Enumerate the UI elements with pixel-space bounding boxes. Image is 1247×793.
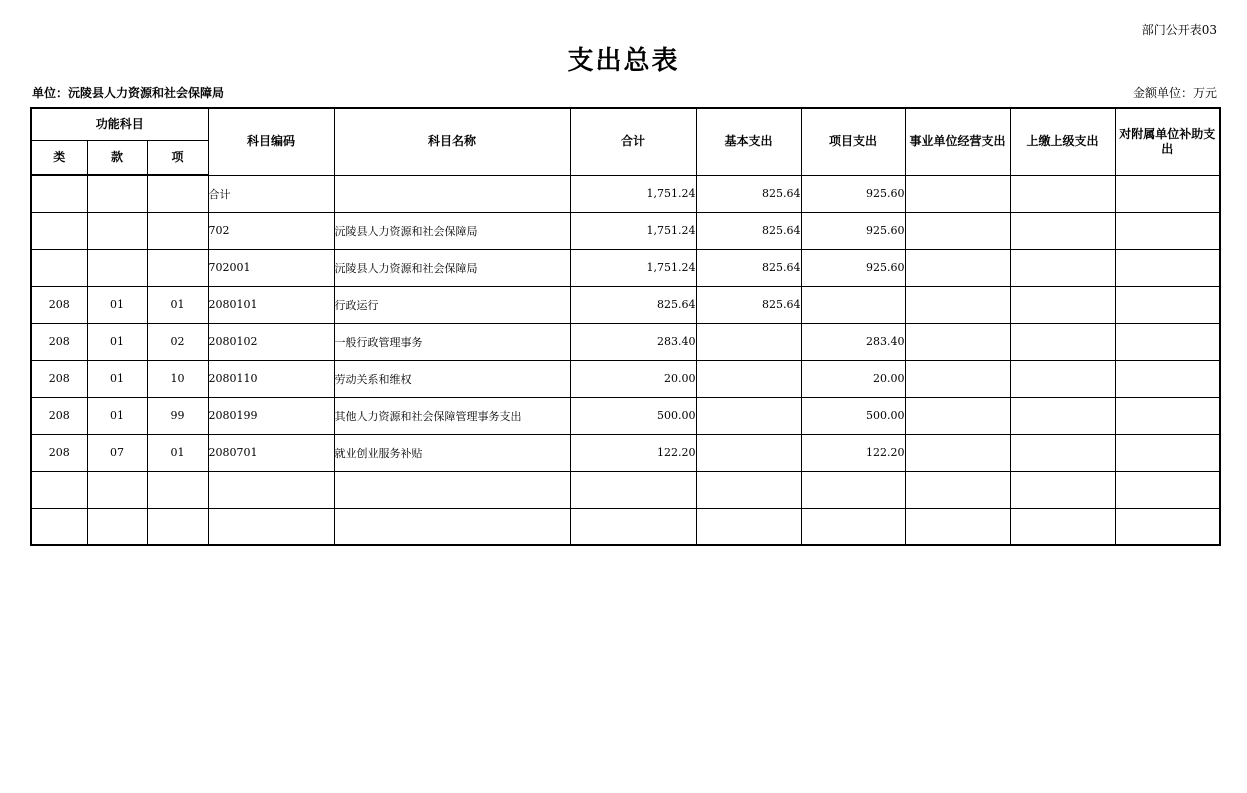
- cell-subject-name: [334, 471, 570, 508]
- cell-total: 1,751.24: [570, 175, 696, 212]
- cell-basic-expenditure: [696, 508, 801, 545]
- table-row: [31, 175, 1220, 212]
- cell-lei: 208: [31, 323, 87, 360]
- cell-xiang: 99: [147, 397, 208, 434]
- header-subject-code: 科目编码: [208, 108, 334, 175]
- cell-upper-payment: [1010, 249, 1115, 286]
- header-lei: 类: [31, 141, 87, 176]
- header-kuan: 款: [87, 141, 147, 176]
- cell-upper-payment: [1010, 323, 1115, 360]
- cell-subsidy-expenditure: [1115, 434, 1220, 471]
- cell-subject-code: 2080101: [208, 286, 334, 323]
- cell-business-expenditure: [905, 508, 1010, 545]
- table-row: [31, 508, 1220, 545]
- cell-lei: [31, 212, 87, 249]
- cell-business-expenditure: [905, 323, 1010, 360]
- cell-project-expenditure: 925.60: [801, 212, 905, 249]
- header-basic-expenditure: 基本支出: [696, 108, 801, 175]
- cell-basic-expenditure: 825.64: [696, 249, 801, 286]
- cell-upper-payment: [1010, 212, 1115, 249]
- cell-project-expenditure: [801, 471, 905, 508]
- cell-subject-code: 合计: [208, 175, 334, 212]
- cell-xiang: 01: [147, 434, 208, 471]
- header-function-subject: 功能科目: [31, 108, 208, 141]
- cell-kuan: 07: [87, 434, 147, 471]
- cell-subsidy-expenditure: [1115, 212, 1220, 249]
- table-body: [31, 175, 1220, 545]
- cell-subsidy-expenditure: [1115, 360, 1220, 397]
- cell-basic-expenditure: [696, 397, 801, 434]
- cell-kuan: 01: [87, 397, 147, 434]
- cell-subsidy-expenditure: [1115, 508, 1220, 545]
- header-xiang: 项: [147, 141, 208, 176]
- cell-upper-payment: [1010, 286, 1115, 323]
- cell-kuan: [87, 471, 147, 508]
- cell-subject-name: 沅陵县人力资源和社会保障局: [334, 212, 570, 249]
- cell-upper-payment: [1010, 508, 1115, 545]
- cell-total: 283.40: [570, 323, 696, 360]
- cell-lei: 208: [31, 360, 87, 397]
- cell-project-expenditure: 925.60: [801, 175, 905, 212]
- cell-business-expenditure: [905, 397, 1010, 434]
- cell-subsidy-expenditure: [1115, 323, 1220, 360]
- cell-upper-payment: [1010, 434, 1115, 471]
- cell-business-expenditure: [905, 249, 1010, 286]
- cell-subject-code: 2080199: [208, 397, 334, 434]
- cell-subject-code: 2080110: [208, 360, 334, 397]
- cell-subject-code: 702001: [208, 249, 334, 286]
- header-subject-name: 科目名称: [334, 108, 570, 175]
- cell-subject-code: 2080102: [208, 323, 334, 360]
- cell-kuan: [87, 508, 147, 545]
- cell-basic-expenditure: [696, 434, 801, 471]
- cell-total: [570, 508, 696, 545]
- cell-kuan: 01: [87, 323, 147, 360]
- cell-subject-code: [208, 471, 334, 508]
- table-row: [31, 249, 1220, 286]
- cell-total: [570, 471, 696, 508]
- cell-xiang: [147, 249, 208, 286]
- cell-subsidy-expenditure: [1115, 286, 1220, 323]
- cell-xiang: [147, 212, 208, 249]
- cell-xiang: [147, 175, 208, 212]
- cell-kuan: [87, 212, 147, 249]
- cell-project-expenditure: [801, 508, 905, 545]
- cell-kuan: 01: [87, 360, 147, 397]
- cell-business-expenditure: [905, 471, 1010, 508]
- cell-subject-name: [334, 508, 570, 545]
- cell-total: 825.64: [570, 286, 696, 323]
- cell-business-expenditure: [905, 286, 1010, 323]
- cell-subject-code: 2080701: [208, 434, 334, 471]
- cell-xiang: 01: [147, 286, 208, 323]
- header-upper-payment: 上缴上级支出: [1010, 108, 1115, 175]
- table-row: [31, 397, 1220, 434]
- header-business-expenditure: 事业单位经营支出: [905, 108, 1010, 175]
- cell-lei: [31, 249, 87, 286]
- table-row: [31, 360, 1220, 397]
- page-title: 支出总表: [567, 46, 680, 76]
- cell-total: 20.00: [570, 360, 696, 397]
- cell-xiang: 10: [147, 360, 208, 397]
- cell-total: 1,751.24: [570, 212, 696, 249]
- cell-business-expenditure: [905, 434, 1010, 471]
- cell-xiang: 02: [147, 323, 208, 360]
- cell-kuan: [87, 249, 147, 286]
- table-row: [31, 471, 1220, 508]
- cell-total: 1,751.24: [570, 249, 696, 286]
- cell-kuan: 01: [87, 286, 147, 323]
- header-total: 合计: [570, 108, 696, 175]
- amount-unit-label: 金额单位：万元: [1132, 86, 1217, 100]
- cell-subsidy-expenditure: [1115, 397, 1220, 434]
- cell-basic-expenditure: 825.64: [696, 175, 801, 212]
- cell-xiang: [147, 471, 208, 508]
- cell-subsidy-expenditure: [1115, 249, 1220, 286]
- cell-subject-code: 702: [208, 212, 334, 249]
- header-subsidy-expenditure: 对附属单位补助支出: [1115, 108, 1220, 175]
- cell-lei: [31, 471, 87, 508]
- cell-project-expenditure: 122.20: [801, 434, 905, 471]
- cell-subject-name: [334, 175, 570, 212]
- cell-basic-expenditure: [696, 471, 801, 508]
- cell-project-expenditure: 500.00: [801, 397, 905, 434]
- cell-basic-expenditure: [696, 323, 801, 360]
- cell-xiang: [147, 508, 208, 545]
- cell-total: 122.20: [570, 434, 696, 471]
- cell-upper-payment: [1010, 360, 1115, 397]
- cell-lei: 208: [31, 286, 87, 323]
- cell-upper-payment: [1010, 175, 1115, 212]
- cell-lei: 208: [31, 397, 87, 434]
- cell-project-expenditure: [801, 286, 905, 323]
- table-row: [31, 286, 1220, 323]
- cell-basic-expenditure: 825.64: [696, 286, 801, 323]
- table-row: [31, 434, 1220, 471]
- cell-lei: [31, 508, 87, 545]
- cell-subject-name: 一般行政管理事务: [334, 323, 570, 360]
- cell-lei: [31, 175, 87, 212]
- cell-total: 500.00: [570, 397, 696, 434]
- cell-subsidy-expenditure: [1115, 175, 1220, 212]
- document-code: 部门公开表03: [1141, 23, 1217, 37]
- cell-subject-code: [208, 508, 334, 545]
- cell-upper-payment: [1010, 397, 1115, 434]
- cell-subject-name: 行政运行: [334, 286, 570, 323]
- cell-upper-payment: [1010, 471, 1115, 508]
- unit-label: 单位：沅陵县人力资源和社会保障局: [32, 86, 225, 100]
- cell-basic-expenditure: [696, 360, 801, 397]
- cell-basic-expenditure: 825.64: [696, 212, 801, 249]
- table-row: [31, 323, 1220, 360]
- cell-business-expenditure: [905, 175, 1010, 212]
- cell-subject-name: 沅陵县人力资源和社会保障局: [334, 249, 570, 286]
- cell-subject-name: 劳动关系和维权: [334, 360, 570, 397]
- table-row: [31, 212, 1220, 249]
- cell-project-expenditure: 20.00: [801, 360, 905, 397]
- cell-project-expenditure: 925.60: [801, 249, 905, 286]
- cell-business-expenditure: [905, 212, 1010, 249]
- cell-subsidy-expenditure: [1115, 471, 1220, 508]
- header-project-expenditure: 项目支出: [801, 108, 905, 175]
- cell-subject-name: 就业创业服务补贴: [334, 434, 570, 471]
- expenditure-table: [30, 107, 1221, 546]
- cell-lei: 208: [31, 434, 87, 471]
- cell-project-expenditure: 283.40: [801, 323, 905, 360]
- cell-kuan: [87, 175, 147, 212]
- cell-subject-name: 其他人力资源和社会保障管理事务支出: [334, 397, 570, 434]
- cell-business-expenditure: [905, 360, 1010, 397]
